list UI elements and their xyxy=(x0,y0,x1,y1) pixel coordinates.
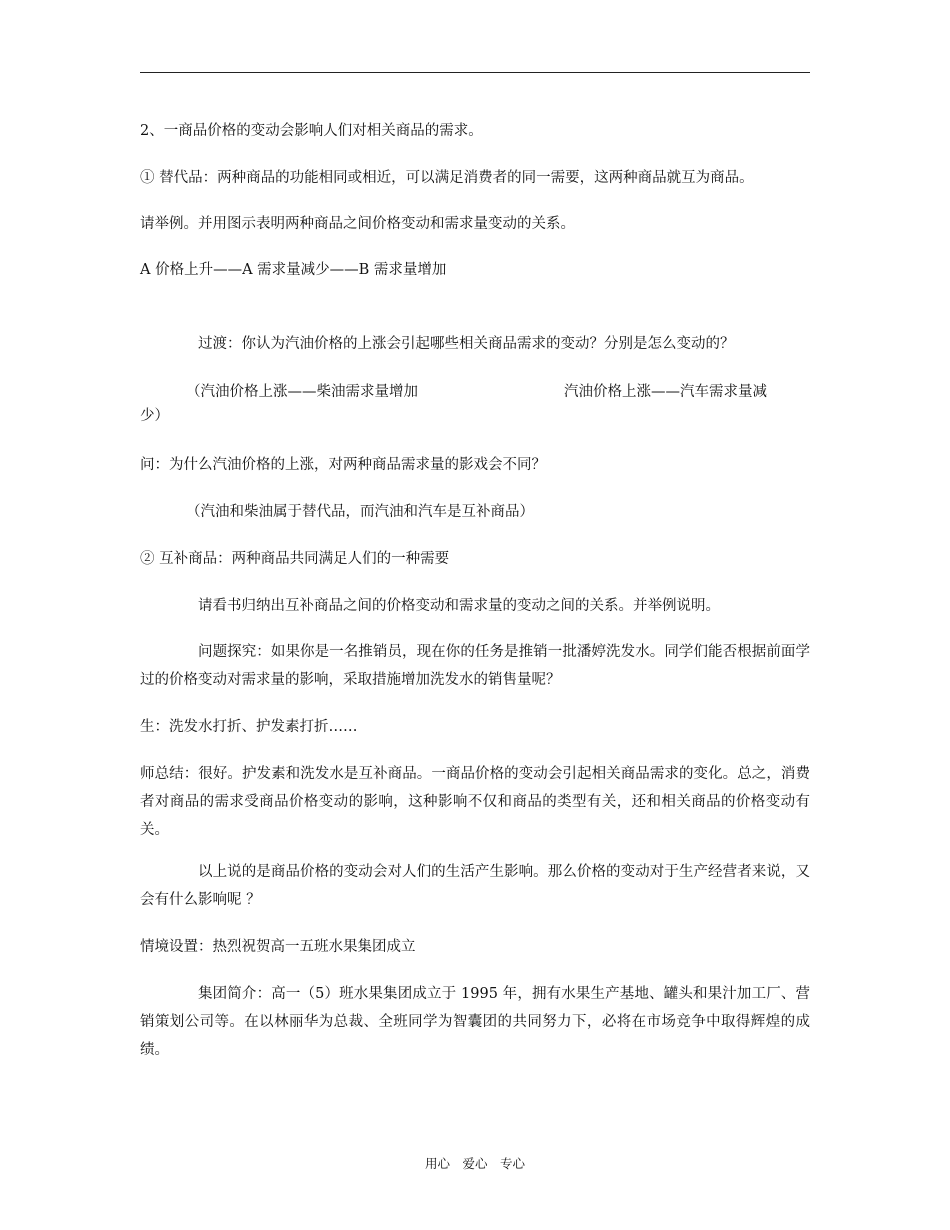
paragraph-gasoline-car-end: 少） xyxy=(140,408,169,424)
paragraph-demand-effect: 2、一商品价格的变动会影响人们对相关商品的需求。 xyxy=(140,123,483,139)
page-footer: 用心 爱心 专心 xyxy=(424,1156,525,1171)
paragraph-gasoline-car: 汽油价格上涨——汽车需求量减 xyxy=(564,384,767,400)
paragraph-student-answer: 生：洗发水打折、护发素打折…… xyxy=(140,719,358,735)
paragraph-give-example: 请举例。并用图示表明两种商品之间价格变动和需求量变动的关系。 xyxy=(140,216,575,232)
paragraph-group-intro: 集团简介：高一（5）班水果集团成立于 1995 年，拥有水果生产基地、罐头和果汁加工厂、营销策划公司等。在以林丽华为总裁、全班同学为智囊团的共同努力下，必将在市场竞争中取得辉煌的成绩。 xyxy=(140,986,810,1058)
paragraph-question-why: 问：为什么汽油价格的上涨，对两种商品需求量的影戏会不同？ xyxy=(140,457,546,473)
paragraph-substitutes: ① 替代品：两种商品的功能相同或相近，可以满足消费者的同一需要，这两种商品就互为商品。 xyxy=(140,170,754,186)
paragraph-price-chain: A 价格上升——A 需求量减少——B 需求量增加 xyxy=(140,262,447,278)
paragraph-complements: ② 互补商品：两种商品共同满足人们的一种需要 xyxy=(140,551,450,567)
paragraph-transition: 过渡：你认为汽油价格的上涨会引起哪些相关商品需求的变动？分别是怎么变动的？ xyxy=(198,336,735,352)
paragraph-read-book: 请看书归纳出互补商品之间的价格变动和需求量的变动之间的关系。并举例说明。 xyxy=(198,598,720,614)
paragraph-scenario: 情境设置：热烈祝贺高一五班水果集团成立 xyxy=(140,939,416,955)
paragraph-producers-intro: 以上说的是商品价格的变动会对人们的生活产生影响。那么价格的变动对于生产经营者来说，又会有什么影响呢 ？ xyxy=(140,864,810,908)
paragraph-problem-inquiry: 问题探究：如果你是一名推销员，现在你的任务是推销一批潘婷洗发水。同学们能否根据前面学过的价格变动对需求量的影响，采取措施增加洗发水的销售量呢？ xyxy=(140,644,810,688)
paragraph-teacher-summary: 师总结：很好。护发素和洗发水是互补商品。一商品价格的变动会引起相关商品需求的变化。总之，消费者对商品的需求受商品价格变动的影响，这种影响不仅和商品的类型有关，还和相关商品的价格变动有关。 xyxy=(140,766,810,838)
paragraph-gasoline-diesel: （汽油价格上涨——柴油需求量增加 xyxy=(186,384,418,400)
header-rule xyxy=(140,72,810,73)
paragraph-answer: （汽油和柴油属于替代品，而汽油和汽车是互补商品） xyxy=(186,504,534,520)
